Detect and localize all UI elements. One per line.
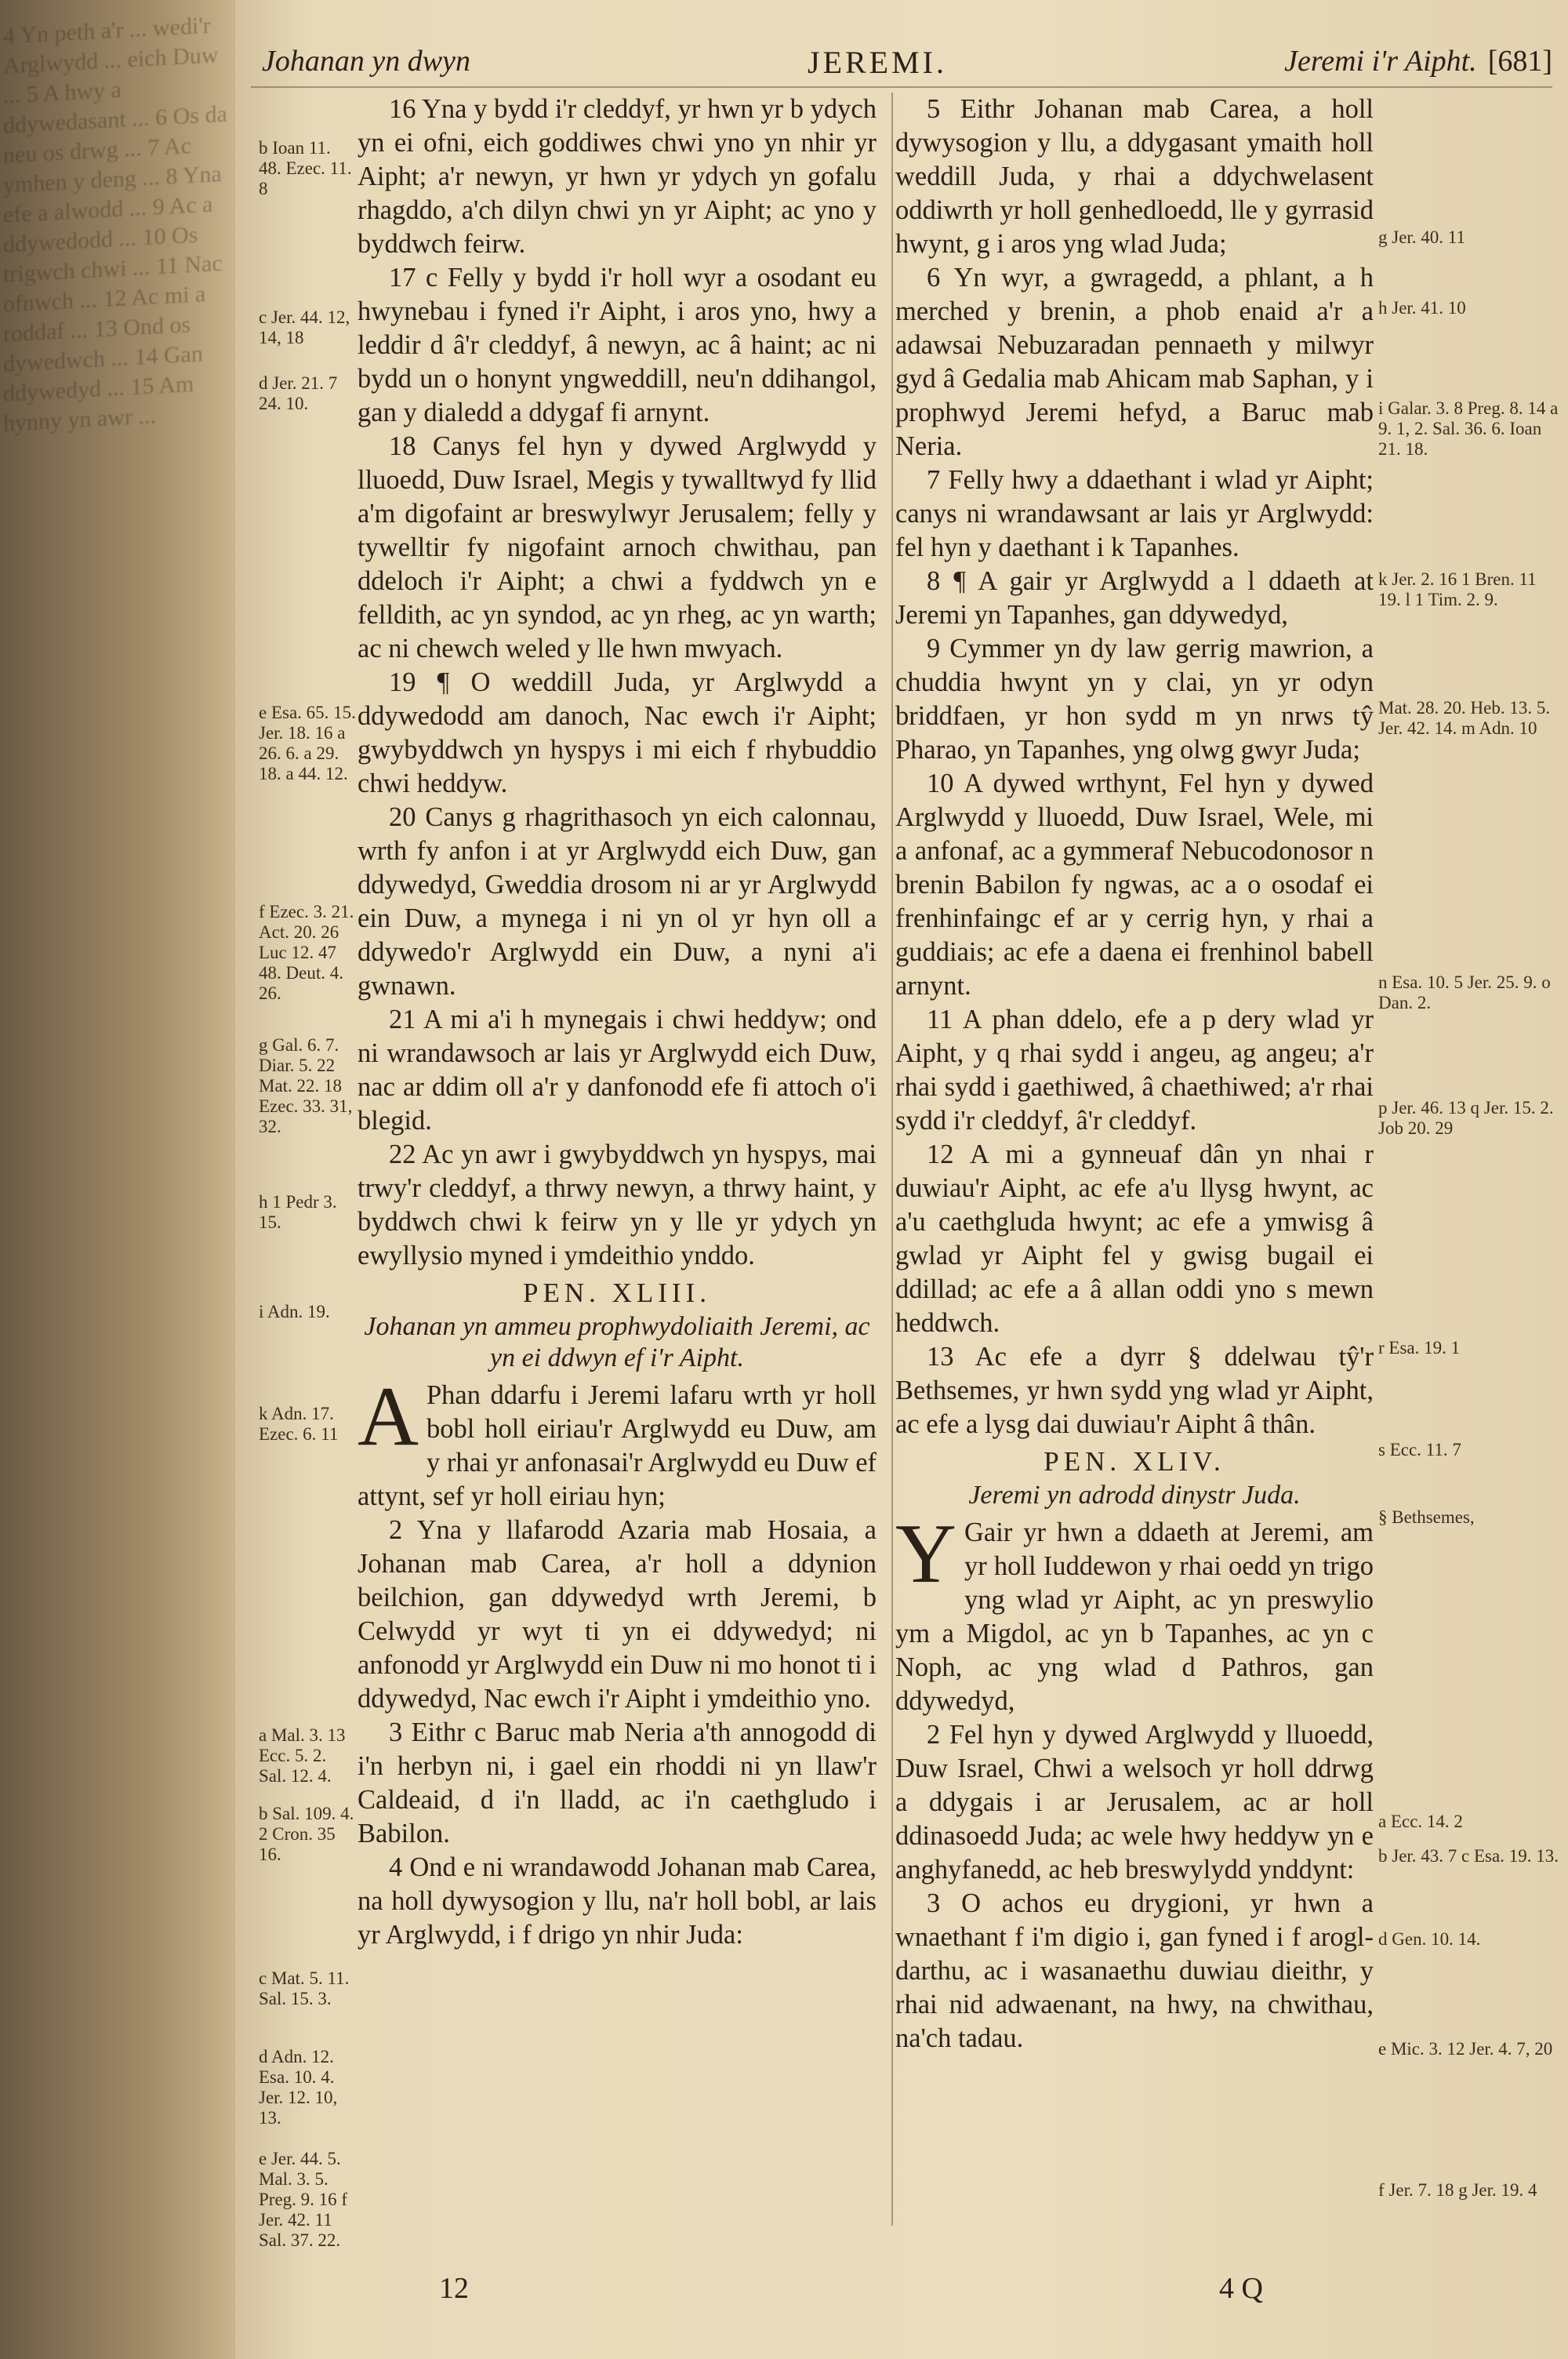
margin-note: b Jer. 43. 7 c Esa. 19. 13. [1378, 1846, 1559, 1866]
signature-mark-left: 12 [439, 2272, 469, 2305]
page [235, 0, 1568, 2359]
verse: 13 Ac efe a dyrr § ddelwau tŷ'r Bethsemes, yr hwn sydd yng wlad yr Aipht, ac efe a lysg dai duwiau'r Aipht â thân. [895, 1342, 1374, 1439]
running-title-right [1184, 44, 1552, 78]
margin-note: n Esa. 10. 5 Jer. 25. 9. o Dan. 2. [1378, 972, 1551, 1012]
text-column-left [358, 93, 877, 1952]
margin-note: g Jer. 40. 11 [1378, 227, 1465, 247]
margin-note: h Jer. 41. 10 [1378, 298, 1466, 318]
margin-note: p Jer. 46. 13 q Jer. 15. 2. Job 20. 29 [1378, 1098, 1554, 1138]
margin-note: c Mat. 5. 11. Sal. 15. 3. [259, 1968, 350, 2008]
verse-first-text: Gair yr hwn a ddaeth at Jeremi, am yr holl Iuddewon y rhai oedd yn trigo yng wlad yr Aipht, ac yn preswylio ym a Migdol, ac yn b Tapanhes, ac yn c Noph, ac yng wlad d Pathros, gan ddywedyd, [895, 1518, 1374, 1716]
verse: 19 ¶ O weddill Juda, yr Arglwydd a ddywedodd am danoch, Nac ewch i'r Aipht; gwybyddwch yn hyspys i mi eich f rhybuddio chwi heddyw. [358, 667, 877, 798]
margin-note: Mat. 28. 20. Heb. 13. 5. Jer. 42. 14. m Adn. 10 [1378, 698, 1551, 738]
verse: 22 Ac yn awr i gwybyddwch yn hyspys, mai trwy'r cleddyf, a thrwy newyn, a thrwy haint, y byddwch chwi k feirw yn y lle yr ydych yn ewyllysio myned i ymdeithio ynddo. [358, 1140, 877, 1270]
facing-page-text: 4 Yn peth a'r ... wedi'r Arglwydd ... eich Duw ... 5 A hwy a ddywedasant ... 6 Os da neu os drwg ... 7 Ac ymhen y deng ... 8 Yna efe a alwodd ... 9 Ac a ddywedodd ... 10 Os trigwch chwi ... 11 Nac ofnwch ... 12 Ac mi a roddaf ... 13 Ond os dywedwch ... 14 Gan ddywedyd ... 15 Am hynny yn awr ... [3, 12, 234, 437]
drop-cap: A [358, 1370, 419, 1463]
page-number: [681] [1487, 45, 1552, 78]
verse: 16 Yna y bydd i'r cleddyf, yr hwn yr b ydych yn ei ofni, eich goddiwes chwi yno yn nhir yr Aipht; a'r newyn, yr hwn yr ydych yn gofalu rhagddo, a'ch dilyn chwi yn yr Aipht; ac yno y byddwch feirw. [358, 94, 877, 259]
chapter-summary: Johanan yn ammeu prophwydoliaith Jeremi, ac yn ei ddwyn ef i'r Aipht. [364, 1312, 870, 1372]
facing-page-gutter [0, 0, 235, 2359]
chapter-summary: Jeremi yn adrodd dinystr Juda. [968, 1481, 1301, 1510]
margin-note: § Bethsemes, [1378, 1507, 1475, 1527]
margin-note: d Jer. 21. 7 24. 10. [259, 373, 338, 413]
margin-note: i Adn. 19. [259, 1302, 330, 1321]
signature-mark-right: 4 Q [1219, 2272, 1263, 2305]
verse: 21 A mi a'i h mynegais i chwi heddyw; ond ni wrandawsoch ar lais yr Arglwydd eich Duw, nac ar ddim oll a'r y danfonodd efe fi attoch o'i blegid. [358, 1005, 877, 1136]
margin-note: k Adn. 17. Ezec. 6. 11 [259, 1404, 339, 1444]
verse: 2 Yna y llafarodd Azaria mab Hosaia, a Johanan mab Carea, a'r holl a ddynion beilchion, gan ddywedyd wrth Jeremi, b Celwydd yr wyt ti yn ei ddywedyd; ni anfonodd yr Arglwydd ein Duw ni mo honot ti i ddywedyd, Nac ewch i'r Aipht i ymdeithio yno. [358, 1515, 877, 1714]
verse: 11 A phan ddelo, efe a p dery wlad yr Aipht, y q rhai sydd i angeu, ag angeu; a'r rhai sydd i gaethiwed, â chaethiwed; a'r rhai sydd i'r cleddyf, â'r cleddyf. [895, 1005, 1374, 1136]
margin-note: b Ioan 11. 48. Ezec. 11. 8 [259, 138, 352, 198]
margin-note: g Gal. 6. 7. Diar. 5. 22 Mat. 22. 18 Ezec. 33. 31, 32. [259, 1035, 353, 1136]
running-title-left: Johanan yn dwyn [262, 45, 470, 78]
verse: 4 Ond e ni wrandawodd Johanan mab Carea, na holl dywysogion y llu, na'r holl bobl, ar lais yr Arglwydd, i f drigo yn nhir Juda: [358, 1852, 877, 1950]
margin-note: r Esa. 19. 1 [1378, 1338, 1461, 1358]
verse-first [895, 1507, 1374, 1718]
chapter-heading: PEN. XLIII. [523, 1278, 711, 1308]
verse: 12 A mi a gynneuaf dân yn nhai r duwiau'r Aipht, ac efe a'u llysg hwynt, ac a'u caethgluda hwynt; ac efe a ymwisg â gwlad yr Aipht fel y gwisg bugail ei ddillad; ac efe a â allan oddi yno s mewn heddwch. [895, 1140, 1374, 1338]
verse: 3 Eithr c Baruc mab Neria a'th annogodd di i'n herbyn ni, i gael ein rhoddi ni yn llaw'r Caldeaid, d i'n lladd, ac i'n caethgludo i Babilon. [358, 1717, 877, 1848]
running-title-right-text: Jeremi i'r Aipht. [1284, 45, 1477, 78]
verse: 9 Cymmer yn dy law gerrig mawrion, a chuddia hwynt yn y clai, yn yr odyn briddfaen, yr hon sydd m yn nrws tŷ Pharao, yn Tapanhes, yng olwg gwyr Juda; [895, 634, 1374, 765]
verse-first [358, 1370, 877, 1514]
drop-cap: Y [895, 1507, 956, 1601]
book-title: JEREMI. [808, 45, 947, 80]
margin-note: d Gen. 10. 14. [1378, 1929, 1481, 1949]
verse: 2 Fel hyn y dywed Arglwydd y lluoedd, Duw Israel, Chwi a welsoch yr holl ddrwg a ddygais i ar Jerusalem, ac ar holl ddinasoedd Juda; ac wele hwy heddyw yn e anghyfanedd, ac heb breswylydd ynddynt: [895, 1720, 1374, 1885]
margin-note: e Mic. 3. 12 Jer. 4. 7, 20 [1378, 2039, 1553, 2059]
verse: 17 c Felly y bydd i'r holl wyr a osodant eu hwynebau i fyned i'r Aipht, i aros yno, hwy a leddir d â'r cleddyf, â newyn, ac â haint; ac ni bydd un o honynt yngweddill, neu'n ddihangol, gan y dialedd a ddygaf fi arnynt. [358, 263, 877, 427]
verse: 18 Canys fel hyn y dywed Arglwydd y lluoedd, Duw Israel, Megis y tywalltwyd fy llid a'm digofaint ar breswylwyr Jerusalem; felly y tywelltir fy nigofaint arnoch chwithau, pan ddeloch i'r Aipht; a chwi a fyddwch yn e felldith, ac yn syndod, ac yn rheg, ac yn warth; ac ni chewch weled y lle hwn mwyach. [358, 431, 877, 663]
margin-note: f Ezec. 3. 21. Act. 20. 26 Luc 12. 47 48. Deut. 4. 26. [259, 902, 354, 1003]
margin-note: f Jer. 7. 18 g Jer. 19. 4 [1378, 2180, 1537, 2200]
margin-note: a Mal. 3. 13 Ecc. 5. 2. Sal. 12. 4. [259, 1725, 346, 1786]
header-rule [251, 86, 1552, 88]
margin-note: e Esa. 65. 15. Jer. 18. 16 a 26. 6. a 29. 18. a 44. 12. [259, 703, 356, 783]
chapter-heading: PEN. XLIV. [1044, 1446, 1225, 1477]
margin-note: e Jer. 44. 5. Mal. 3. 5. Preg. 9. 16 f Jer. 42. 11 Sal. 37. 22. [259, 2149, 348, 2250]
margin-note: d Adn. 12. Esa. 10. 4. Jer. 12. 10, 13. [259, 2047, 338, 2128]
verse-first-text: Phan ddarfu i Jeremi lafaru wrth yr holl bobl holl eiriau'r Arglwydd eu Duw, am y rhai yr anfonasai'r Arglwydd eu Duw ef attynt, sef yr holl eiriau hyn; [358, 1380, 877, 1511]
verse: 20 Canys g rhagrithasoch yn eich calonnau, wrth fy anfon i at yr Arglwydd eich Duw, gan ddywedyd, Gweddia drosom ni ar yr Arglwydd ein Duw, a mynega i ni yn ol yr hyn oll a ddywedo'r Arglwydd ein Duw, a nyni a'i gwnawn. [358, 802, 877, 1001]
margin-note: c Jer. 44. 12, 14, 18 [259, 307, 350, 347]
margin-note: s Ecc. 11. 7 [1378, 1440, 1461, 1459]
margin-note: a Ecc. 14. 2 [1378, 1812, 1463, 1831]
verse: 7 Felly hwy a ddaethant i wlad yr Aipht; canys ni wrandawsant ar lais yr Arglwydd: fel hyn y daethant i k Tapanhes. [895, 465, 1374, 562]
text-column-right [895, 93, 1374, 2055]
margin-note: h 1 Pedr 3. 15. [259, 1192, 337, 1232]
margin-note: k Jer. 2. 16 1 Bren. 11 19. l 1 Tim. 2. 9. [1378, 569, 1537, 609]
verse: 10 A dywed wrthynt, Fel hyn y dywed Arglwydd y lluoedd, Duw Israel, Wele, mi a anfonaf, ac a gymmeraf Nebucodonosor n brenin Babilon fy ngwas, ac a o osodaf ei frenhinfaingc ef ar y cerrig hyn, y rhai a guddiais; ac efe a daena ei frenhinol babell arnynt. [895, 769, 1374, 1001]
verse: 3 O achos eu drygioni, yr hwn a wnaethant f i'm digio i, gan fyned i f arogl-darthu, ac i wasanaethu duwiau dieithr, y rhai nid adwaenant, na hwy, na chwithau, na'ch tadau. [895, 1888, 1374, 2053]
margin-note: b Sal. 109. 4. 2 Cron. 35 16. [259, 1804, 354, 1864]
verse: 6 Yn wyr, a gwragedd, a phlant, a h merched y brenin, a phob enaid a'r a adawsai Nebuzaradan pennaeth y milwyr gyd â Gedalia mab Ahicam mab Saphan, y i prophwyd Jeremi hefyd, a Baruc mab Neria. [895, 263, 1374, 461]
verse: 5 Eithr Johanan mab Carea, a holl dywysogion y llu, a ddygasant ymaith holl weddill Juda, y rhai a ddychwelasent oddiwrth yr holl genhedloedd, lle y gyrrasid hwynt, g i aros yng wlad Juda; [895, 94, 1374, 259]
column-divider [891, 93, 893, 2226]
verse: 8 ¶ A gair yr Arglwydd a l ddaeth at Jeremi yn Tapanhes, gan ddywedyd, [895, 566, 1374, 630]
margin-note: i Galar. 3. 8 Preg. 8. 14 a 9. 1, 2. Sal. 36. 6. Ioan 21. 18. [1378, 398, 1559, 459]
